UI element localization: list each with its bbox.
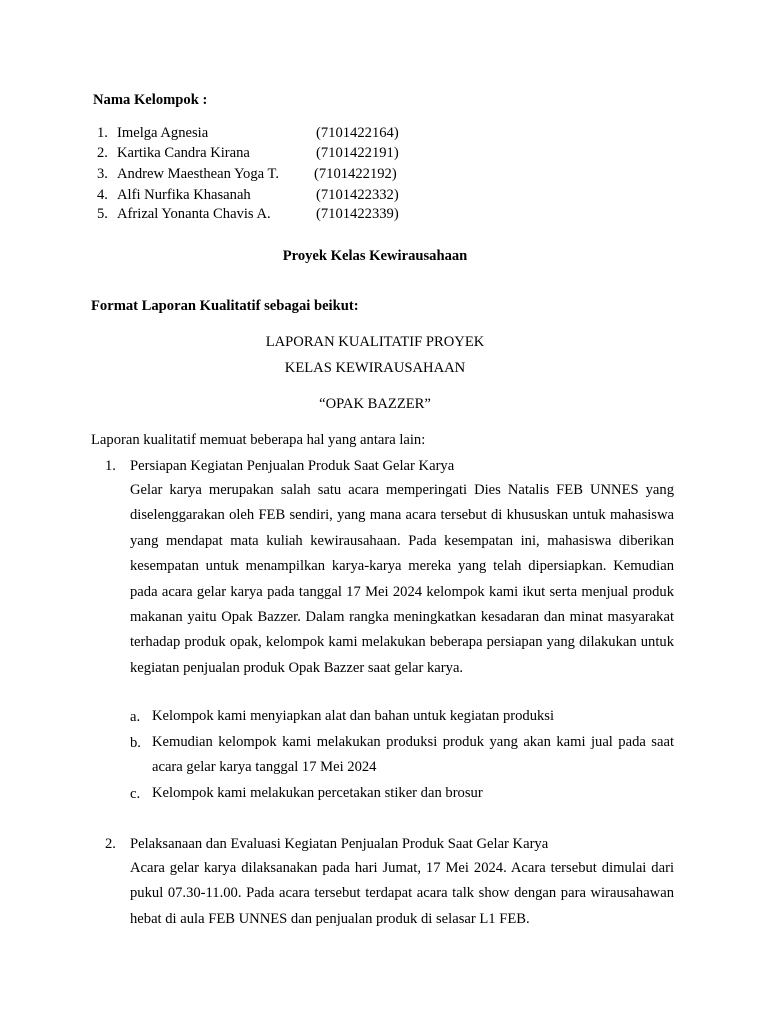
member-nim: (7101422332) xyxy=(316,187,399,203)
section-number: 2. xyxy=(105,836,116,852)
section-body: Acara gelar karya dilaksanakan pada hari Jumat, 17 Mei 2024. Acara tersebut dimulai dari pukul 07.30-11.00. Pada acara tersebut terdapat acara talk show dengan para wirausahawan hebat di aula FEB UNNES dan penjualan produk di selasar L1 FEB. xyxy=(130,860,674,927)
member-number: 5. xyxy=(97,206,108,222)
subitem-letter: c. xyxy=(130,786,141,802)
group-heading: Nama Kelompok : xyxy=(93,92,208,108)
subitem-letter: a. xyxy=(130,709,141,725)
member-name: Afrizal Yonanta Chavis A. xyxy=(117,206,271,222)
subitem-letter: b. xyxy=(130,735,141,751)
member-number: 2. xyxy=(97,145,108,161)
member-name: Andrew Maesthean Yoga T. xyxy=(117,166,279,182)
subitem-text: Kelompok kami melakukan percetakan stiker dan brosur xyxy=(152,785,483,801)
subitem-text: Kelompok kami menyiapkan alat dan bahan untuk kegiatan produksi xyxy=(152,708,555,724)
project-title: Proyek Kelas Kewirausahaan xyxy=(282,248,468,264)
section-title: Pelaksanaan dan Evaluasi Kegiatan Penjualan Produk Saat Gelar Karya xyxy=(130,836,549,852)
member-name: Kartika Candra Kirana xyxy=(117,145,250,161)
section-body: Gelar karya merupakan salah satu acara memperingati Dies Natalis FEB UNNES yang diselenggarakan oleh FEB sendiri, yang mana acara tersebut di khususkan untuk mahasiswa yang mendapat mata kuliah kewirausahaan. Pada kesempatan ini, mahasiswa diberikan kesempatan untuk menampilkan karya-karya mereka yang telah dipersiapkan. Kemudian pada acara gelar karya pada tanggal 17 Mei 2024 kelompok kami ikut serta menjual produk makanan yaitu Opak Bazzer. Dalam rangka meningkatkan kesadaran dan minat masyarakat terhadap produk opak, kelompok kami melakukan beberapa persiapan yang dilakukan untuk kegiatan penjualan produk Opak Bazzer saat gelar karya. xyxy=(130,482,674,676)
member-nim: (7101422164) xyxy=(316,125,399,141)
member-nim: (7101422339) xyxy=(316,206,399,222)
member-number: 3. xyxy=(97,166,108,182)
product-name: “OPAK BAZZER” xyxy=(319,396,431,412)
report-title-line1: LAPORAN KUALITATIF PROYEK xyxy=(265,334,485,350)
member-number: 1. xyxy=(97,125,108,141)
member-number: 4. xyxy=(97,187,108,203)
format-heading: Format Laporan Kualitatif sebagai beikut: xyxy=(91,298,359,314)
report-title-line2: KELAS KEWIRAUSAHAAN xyxy=(284,360,466,376)
section-number: 1. xyxy=(105,458,116,474)
member-nim: (7101422191) xyxy=(316,145,399,161)
section-title: Persiapan Kegiatan Penjualan Produk Saat Gelar Karya xyxy=(130,458,455,474)
subitem-text: Kemudian kelompok kami melakukan produksi produk yang akan kami jual pada saat acara gelar karya tanggal 17 Mei 2024 xyxy=(152,734,674,776)
member-name: Alfi Nurfika Khasanah xyxy=(117,187,251,203)
member-nim: (7101422192) xyxy=(314,166,397,182)
member-name: Imelga Agnesia xyxy=(117,125,209,141)
intro-text: Laporan kualitatif memuat beberapa hal yang antara lain: xyxy=(91,432,426,448)
